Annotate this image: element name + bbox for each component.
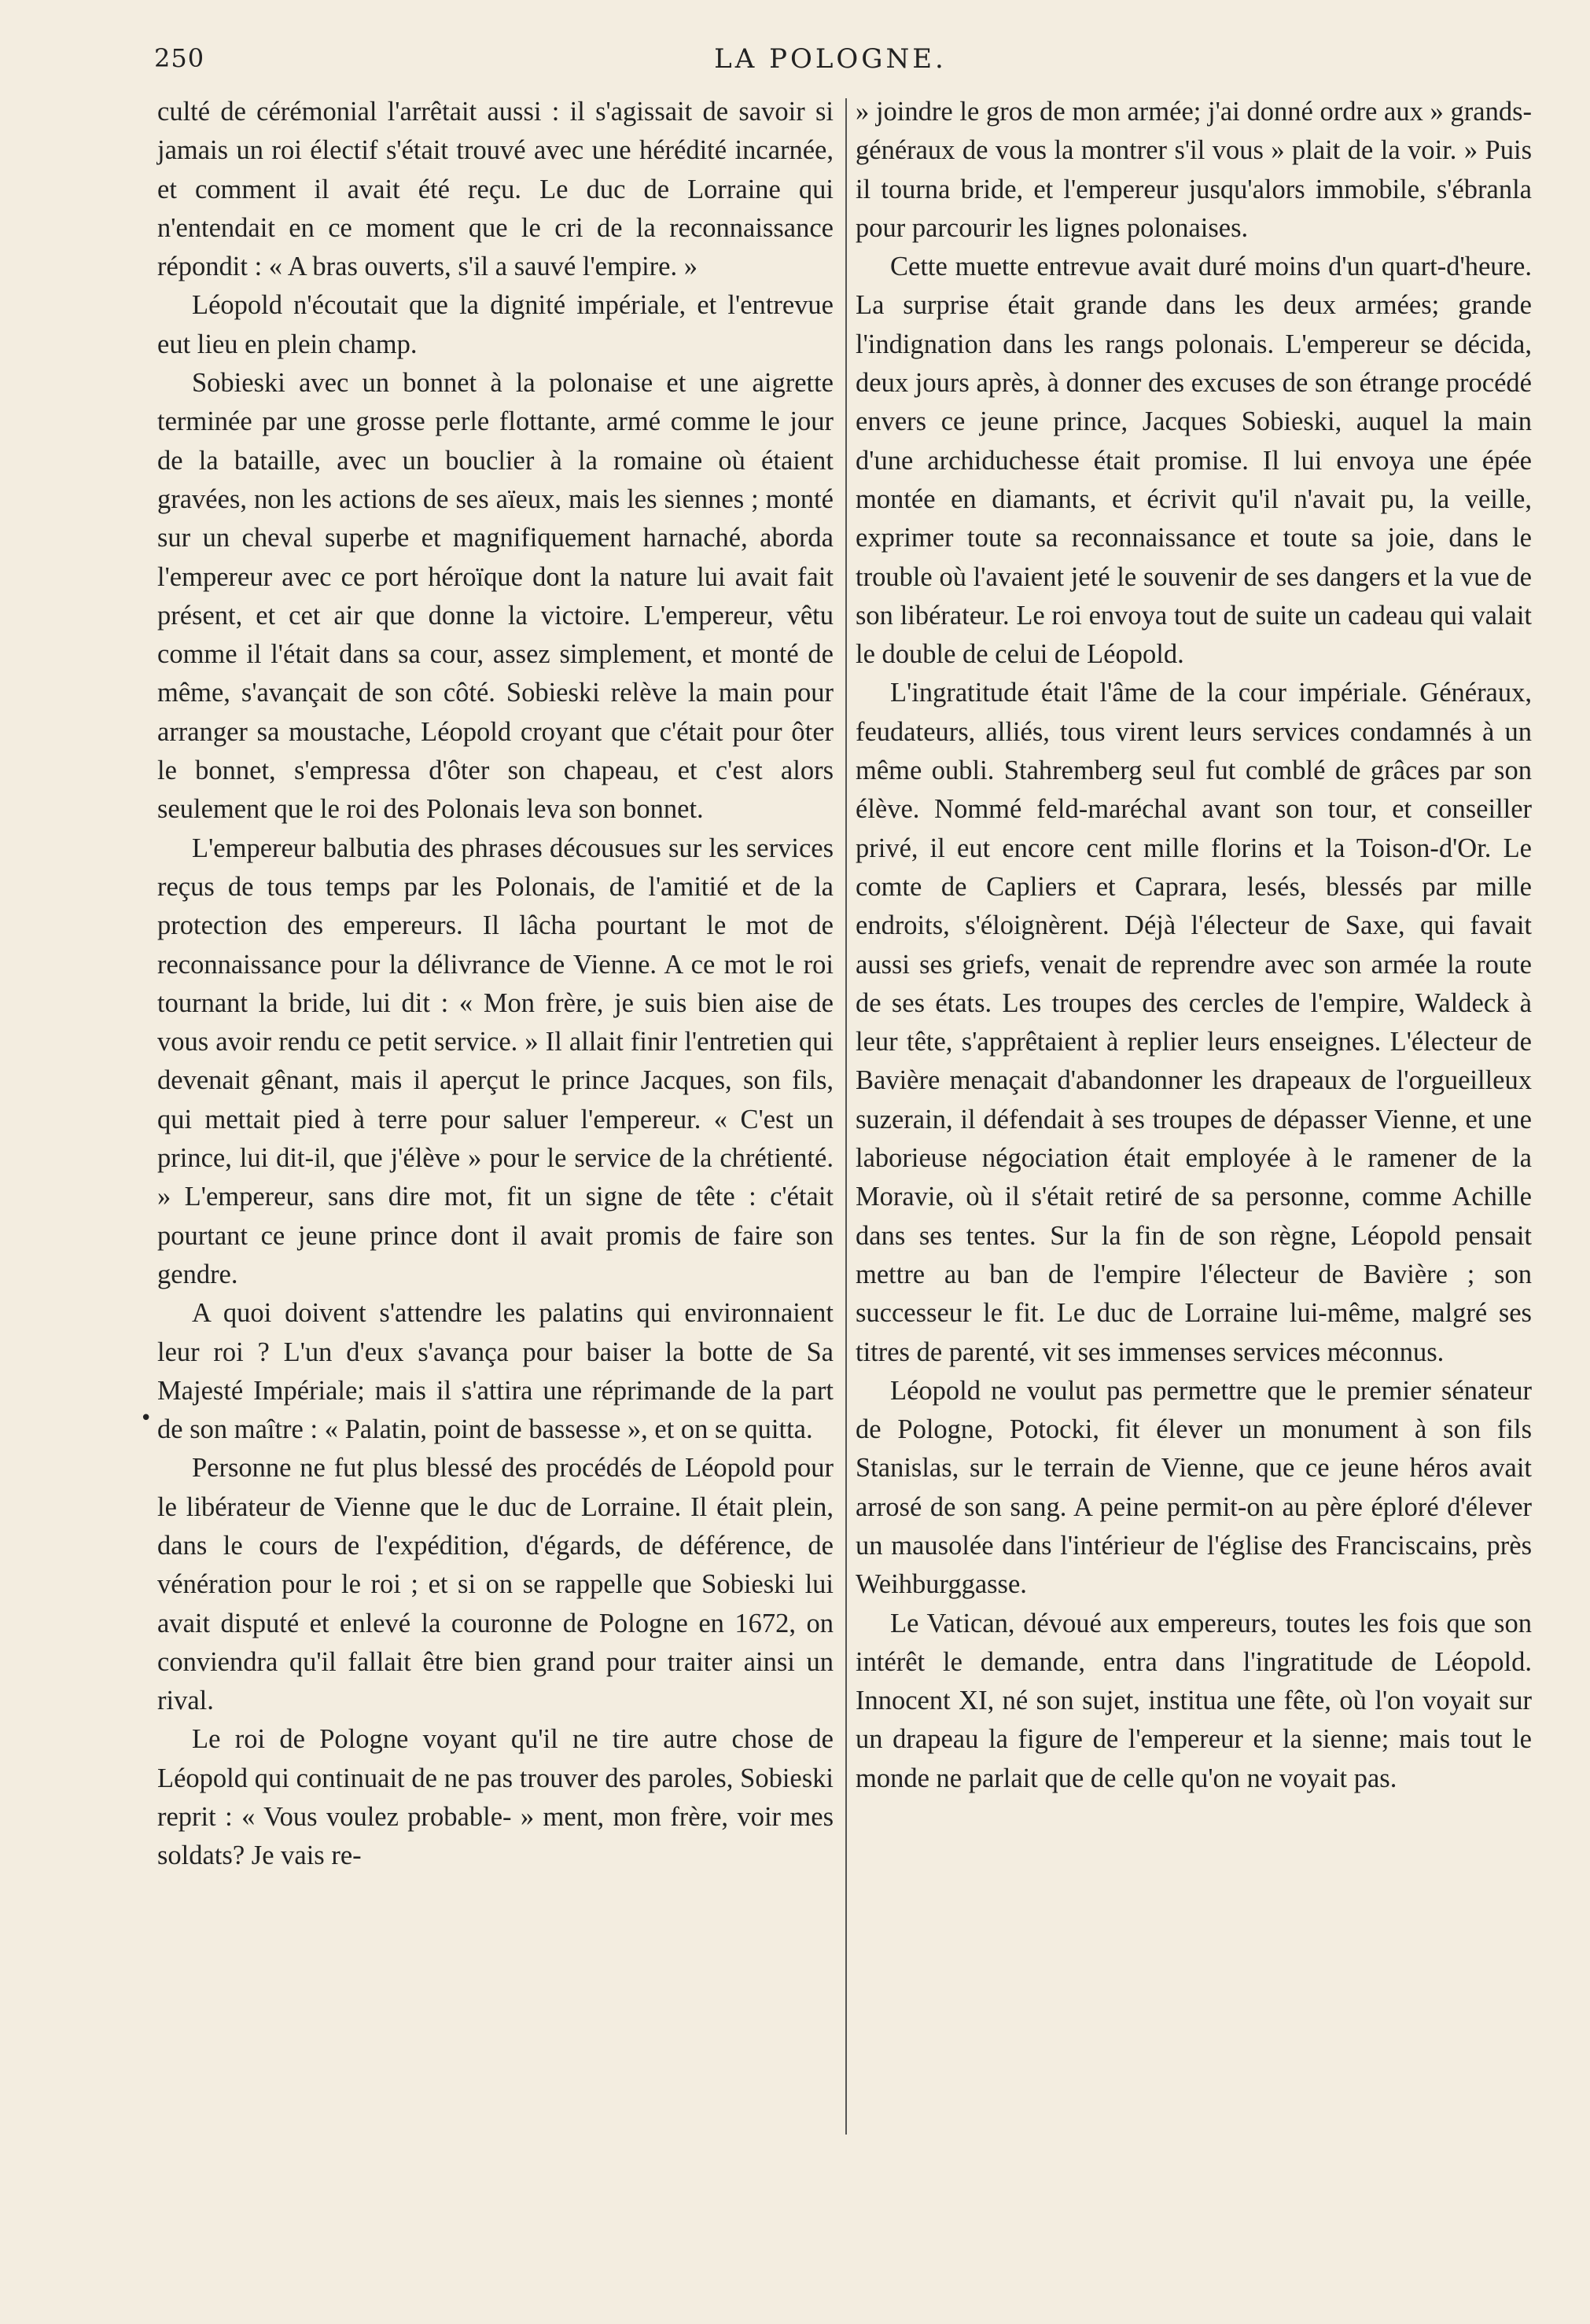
- paragraph: Sobieski avec un bonnet à la polonaise et une aigrette terminée par une grosse perle flottante, armé comme le jour de la bataille, avec un bouclier à la romaine où étaient gravées, non les actions de ses aïeux, mais les siennes ; monté sur un cheval superbe et magnifiquement harnaché, aborda l'empereur avec ce port héroïque dont la nature lui avait fait présent, et cet air que donne la victoire. L'empereur, vêtu comme il l'était dans sa cour, assez simplement, et monté de même, s'avançait de son côté. Sobieski relève la main pour arranger sa moustache, Léopold croyant que c'était pour ôter le bonnet, s'empressa d'ôter son chapeau, et c'est alors seulement que le roi des Polonais leva son bonnet.: [157, 368, 834, 825]
- column-divider: [845, 98, 847, 2135]
- paragraph: Léopold ne voulut pas permettre que le premier sénateur de Pologne, Potocki, fit élever un monument à son fils Stanislas, sur le terrain de Vienne, que ce jeune héros avait arrosé de son sang. A peine permit-on au père éploré d'élever un mausolée dans l'intérieur de l'église des Franciscains, près Weihburggasse.: [856, 1375, 1532, 1600]
- page-header: [154, 43, 1507, 83]
- running-title: LA POLOGNE.: [714, 43, 947, 75]
- right-column: [856, 93, 1532, 1798]
- paragraph: Le roi de Pologne voyant qu'il ne tire autre chose de Léopold qui continuait de ne pas trouver des paroles, Sobieski reprit : « Vous voulez probable- » ment, mon frère, voir mes soldats? Je vais re-: [157, 1724, 834, 1871]
- paragraph: Personne ne fut plus blessé des procédés de Léopold pour le libérateur de Vienne que le duc de Lorraine. Il était plein, dans le cours de l'expédition, d'égards, de déférence, de vénération pour le roi ; et si on se rappelle que Sobieski lui avait disputé et enlevé la couronne de Pologne en 1672, on conviendra qu'il fallait être bien grand pour traiter ainsi un rival.: [157, 1453, 834, 1716]
- paragraph: A quoi doivent s'attendre les palatins qui environnaient leur roi ? L'un d'eux s'avança pour baiser la botte de Sa Majesté Impériale; mais il s'attira une réprimande de la part de son maître : « Palatin, point de bassesse », et on se quitta.: [157, 1298, 834, 1445]
- paragraph: Cette muette entrevue avait duré moins d'un quart-d'heure. La surprise était grande dans les deux armées; grande l'indignation dans les rangs polonais. L'empereur se décida, deux jours après, à donner des excuses de son étrange procédé envers ce jeune prince, Jacques Sobieski, auquel la main d'une archiduchesse était promise. Il lui envoya une épée montée en diamants, et écrivit qu'il n'avait pu, la veille, exprimer toute sa reconnaissance et toute sa joie, dans le trouble où l'avaient jeté le souvenir de ses dangers et la vue de son libérateur. Le roi envoya tout de suite un cadeau qui valait le double de celui de Léopold.: [856, 252, 1532, 670]
- paragraph: L'ingratitude était l'âme de la cour impériale. Généraux, feudateurs, alliés, tous virent leurs services condamnés à un même oubli. Stahremberg seul fut comblé de grâces par son élève. Nommé feld-maréchal avant son tour, et conseiller privé, il eut encore cent mille florins et la Toison-d'Or. Le comte de Capliers et Caprara, lesés, blessés par mille endroits, s'éloignèrent. Déjà l'électeur de Saxe, qui favait aussi ses griefs, venait de reprendre avec son armée la route de ses états. Les troupes des cercles de l'empire, Waldeck à leur tête, s'apprêtaient à replier leurs enseignes. L'électeur de Bavière menaçait d'abandonner les drapeaux de l'orgueilleux suzerain, il défendait à ses troupes de dépasser Vienne, et une laborieuse négociation était employée à le ramener de la Moravie, où il s'était retiré de sa personne, comme Achille dans ses tentes. Sur la fin de son règne, Léopold pensait mettre au ban de l'empire l'électeur de Bavière ; son successeur le fit. Le duc de Lorraine lui-même, malgré ses titres de parenté, vit ses immenses services méconnus.: [856, 678, 1532, 1367]
- paragraph: Léopold n'écoutait que la dignité impériale, et l'entrevue eut lieu en plein champ.: [157, 290, 834, 359]
- margin-mark: •: [140, 1407, 153, 1430]
- paragraph: L'empereur balbutia des phrases décousues sur les services reçus de tous temps par les Polonais, de l'amitié et de la protection des empereurs. Il lâcha pourtant le mot de reconnaissance pour la délivrance de Vienne. A ce mot le roi tournant la bride, lui dit : « Mon frère, je suis bien aise de vous avoir rendu ce petit service. » Il allait finir l'entretien qui devenait gênant, mais il aperçut le prince Jacques, son fils, qui mettait pied à terre pour saluer l'empereur. « C'est un prince, lui dit-il, que j'élève » pour le service de la chrétienté. » L'empereur, sans dire mot, fit un signe de tête : c'était pourtant ce jeune prince dont il avait promis de faire son gendre.: [157, 833, 834, 1289]
- left-column: [157, 93, 834, 1876]
- paragraph: Le Vatican, dévoué aux empereurs, toutes les fois que son intérêt le demande, entra dans l'ingratitude de Léopold. Innocent XI, né son sujet, institua une fête, où l'on voyait sur un drapeau la figure de l'empereur et la sienne; mais tout le monde ne parlait que de celle qu'on ne voyait pas.: [856, 1608, 1532, 1793]
- paragraph: » joindre le gros de mon armée; j'ai donné ordre aux » grands-généraux de vous la montrer s'il vous » plait de la voir. » Puis il tourna bride, et l'empereur jusqu'alors immobile, s'ébranla pour parcourir les lignes polonaises.: [856, 97, 1532, 243]
- page-number: 250: [154, 43, 205, 73]
- paragraph: culté de cérémonial l'arrêtait aussi : il s'agissait de savoir si jamais un roi électif s'était trouvé avec une hérédité incarnée, et comment il avait été reçu. Le duc de Lorraine qui n'entendait en ce moment que le cri de la reconnaissance répondit : « A bras ouverts, s'il a sauvé l'empire. »: [157, 97, 834, 282]
